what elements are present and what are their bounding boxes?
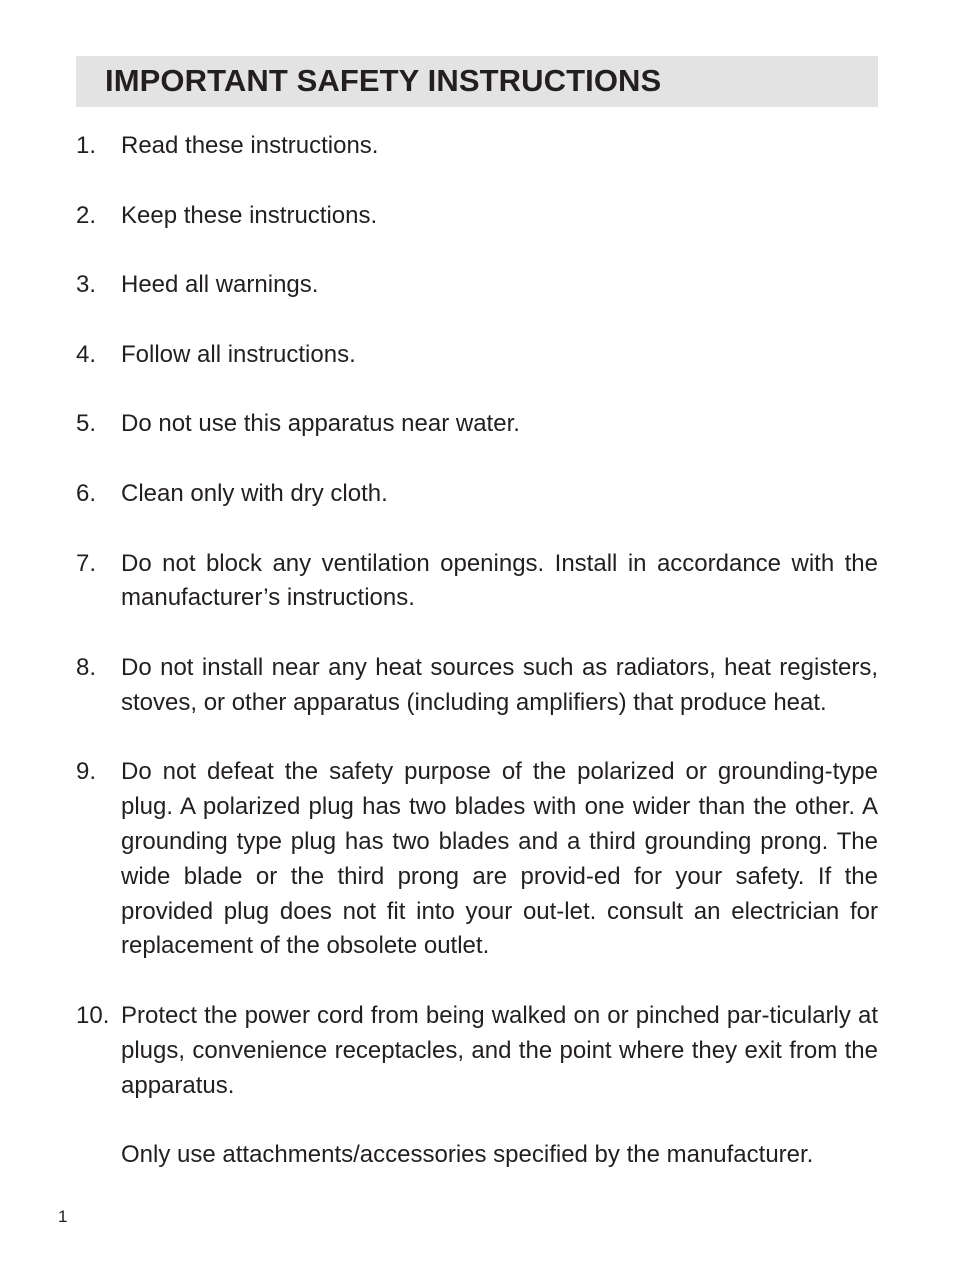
item-text: Do not use this apparatus near water. [121,410,520,438]
list-item [76,338,878,373]
item-number: 1. [76,132,97,159]
item-number: 3. [76,271,97,299]
instruction-list [76,129,878,1173]
item-text: Do not install near any heat sources such as radiators, heat registers, stoves, or other apparatus (including amplifiers) that produce heat. [121,653,878,716]
list-item [76,547,878,617]
page-number: 1 [58,1207,68,1226]
item-text: Heed all warnings. [121,271,319,299]
item-text: Keep these instructions. [121,201,378,229]
list-item [76,129,878,164]
item-number: 2. [76,201,97,229]
item-number: 9. [76,758,97,786]
list-item [76,651,878,721]
additional-note: Only use attachments/accessories specified by the manufacturer. [121,1141,814,1169]
item-text: Do not defeat the safety purpose of the polarized or grounding-type plug. A polarized plug has two blades with one wider than the other. A grounding type plug has two blades and a third grounding prong. The wide blade or the third prong are provid-ed for your safety. If the provided plug does not fit into your out-let. consult an electrician for replacement of the obsolete outlet. [121,758,878,960]
item-text: Clean only with dry cloth. [121,479,388,507]
item-text: Read these instructions. [121,132,379,159]
item-text: Protect the power cord from being walked on or pinched par-ticularly at plugs, convenience receptacles, and the point where they exit from the apparatus. [121,1001,878,1099]
list-item [76,407,878,442]
item-text: Do not block any ventilation openings. Install in accordance with the manufacturer’s instructions. [121,549,878,612]
list-item [76,477,878,512]
item-number: 6. [76,479,97,507]
item-number: 10. [76,1001,110,1029]
item-number: 7. [76,549,97,577]
list-item [76,199,878,234]
item-number: 4. [76,340,97,368]
list-item [76,755,878,964]
header-bar [76,56,878,107]
page-title: IMPORTANT SAFETY INSTRUCTIONS [105,63,662,98]
list-item [76,999,878,1103]
item-number: 5. [76,410,97,438]
item-text: Follow all instructions. [121,340,356,368]
list-item [76,268,878,303]
item-number: 8. [76,653,97,681]
